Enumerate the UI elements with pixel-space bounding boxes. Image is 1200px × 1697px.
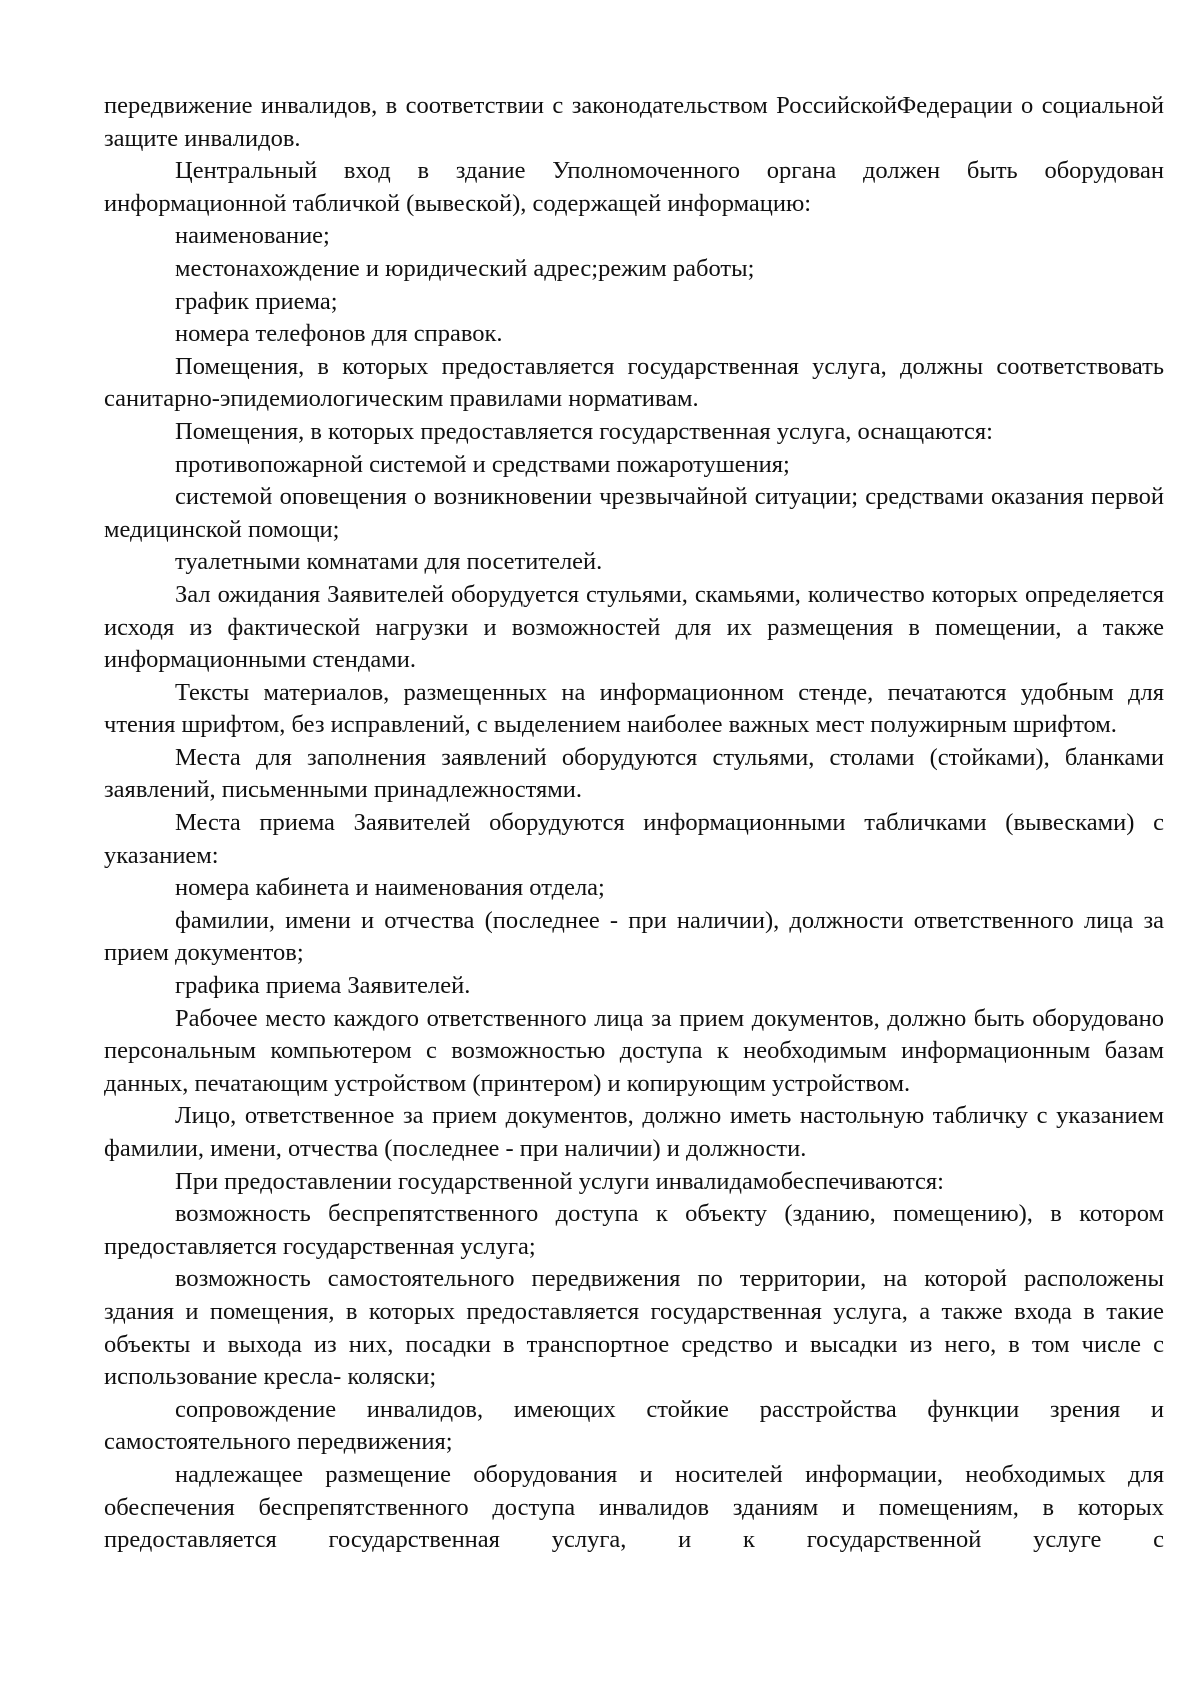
paragraph: Тексты материалов, размещенных на информационном стенде, печатаются удобным для чтения шрифтом, без исправлений, с выделением наиболее важных мест полужирным шрифтом. (104, 678, 1164, 739)
paragraph: передвижение инвалидов, в соответствии с законодательством РоссийскойФедерации о социальной защите инвалидов. (104, 92, 1164, 152)
list-item: местонахождение и юридический адрес;режим работы; (175, 254, 755, 282)
paragraph: Помещения, в которых предоставляется государственная услуга, оснащаются: (175, 417, 993, 445)
paragraph: Рабочее место каждого ответственного лица за прием документов, должно быть оборудовано персональным компьютером с возможностью доступа к необходимым информационным базам данных, печатающим устройством (принтером) и копирующим устройством. (104, 1004, 1164, 1097)
paragraph: Центральный вход в здание Уполномоченного органа должен быть оборудован информационной табличкой (вывеской), содержащей информацию: (104, 157, 1164, 217)
list-item: надлежащее размещение оборудования и носителей информации, необходимых для обеспечения беспрепятственного доступа инвалидов зданиям и помещениям, в которых предоставляется государственная услуга, и к государственной услуге с (104, 1460, 1164, 1554)
list-item: противопожарной системой и средствами пожаротушения; (175, 450, 790, 478)
paragraph: Помещения, в которых предоставляется государственная услуга, должны соответствовать санитарно-эпидемиологическим правилами нормативам. (104, 352, 1164, 413)
paragraph: Зал ожидания Заявителей оборудуется стульями, скамьями, количество которых определяется исходя из фактической нагрузки и возможностей для их размещения в помещении, а также информационными стендами. (104, 580, 1164, 674)
list-item: номера кабинета и наименования отдела; (175, 874, 605, 902)
list-item: туалетными комнатами для посетителей. (175, 548, 603, 576)
list-item: возможность самостоятельного передвижения по территории, на которой расположены здания и помещения, в которых предоставляется государственная услуга, а также входа в такие объекты и выхода из них, посадки в транспортное средство и высадки из него, в том числе с использование кресла- коляски; (104, 1265, 1164, 1391)
list-item: фамилии, имени и отчества (последнее - при наличии), должности ответственного лица за прием документов; (104, 906, 1164, 967)
paragraph: При предоставлении государственной услуги инвалидамобеспечиваются: (175, 1167, 944, 1195)
list-item: наименование; (175, 222, 330, 250)
list-item: системой оповещения о возникновении чрезвычайной ситуации; средствами оказания первой медицинской помощи; (104, 483, 1164, 543)
list-item: графика приема Заявителей. (175, 972, 471, 1000)
paragraph: Места для заполнения заявлений оборудуются стульями, столами (стойками), бланками заявлений, письменными принадлежностями. (104, 743, 1164, 804)
document-page (104, 90, 1164, 1557)
list-item: сопровождение инвалидов, имеющих стойкие расстройства функции зрения и самостоятельного передвижения; (104, 1395, 1164, 1456)
list-item: номера телефонов для справок. (175, 320, 503, 348)
paragraph: Лицо, ответственное за прием документов, должно иметь настольную табличку с указанием фамилии, имени, отчества (последнее - при наличии) и должности. (104, 1102, 1164, 1162)
paragraph: Места приема Заявителей оборудуются информационными табличками (вывесками) с указанием: (104, 809, 1164, 869)
list-item: график приема; (175, 287, 338, 315)
list-item: возможность беспрепятственного доступа к объекту (зданию, помещению), в котором предоставляется государственная услуга; (104, 1200, 1164, 1260)
